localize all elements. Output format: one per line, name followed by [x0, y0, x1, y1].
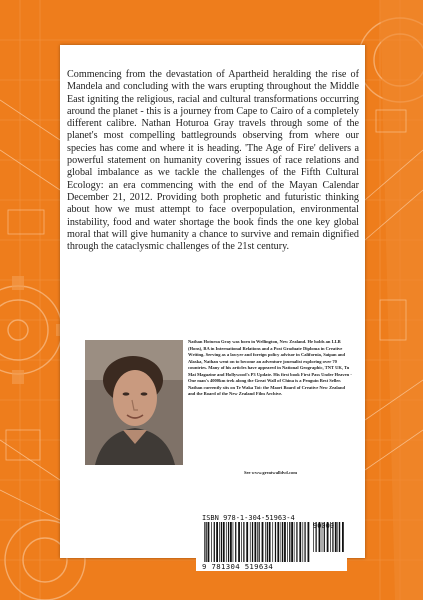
barcode-bar [243, 522, 244, 562]
barcode-bar [254, 522, 256, 562]
price-addon-digits: 90000 [313, 522, 335, 530]
barcode-bar [230, 522, 232, 562]
barcode-bar [299, 522, 301, 562]
barcode-bar [221, 522, 222, 562]
barcode-bar [228, 522, 229, 562]
author-website: See www.greatwalldvd.com [243, 470, 298, 475]
barcode-bar [262, 522, 264, 562]
isbn-number: ISBN 978-1-304-51963-4 [202, 514, 295, 522]
barcode-bar [339, 522, 340, 552]
barcode-bar [241, 522, 242, 562]
barcode-bar [204, 522, 205, 562]
barcode-bar [308, 522, 310, 562]
barcode-bar [277, 522, 279, 562]
barcode-bar [246, 522, 248, 562]
author-bio: Nathan Hoturoa Gray was born in Wellington, New Zealand. He holds an LLB (Hons), BA in International Relations and a Post Graduate Diploma in Creative Writing. Serving as a lawyer and foreign policy advisor in California, Saipan and Alaska, Nathan went on to become an adventure journalist exploring over 70 countries. Many of his articles have appeared in National Geographic, TNT UK, Tu Mai Magazine and Hollywood's P3 Update. His first book First Pass Under Heaven - One man's 4000km trek along the Great Wall of China is a Penguin Best Seller. Nathan currently sits on Te Waka Toi: the Maori Board of Creative New Zealand and the Board of the New Zealand Film Archive. [188, 339, 352, 397]
barcode-bar [252, 522, 253, 562]
barcode-bar [235, 522, 236, 562]
barcode-bar [250, 522, 251, 562]
text-panel [60, 45, 365, 558]
barcode-bar [233, 522, 234, 562]
isbn-barcode [196, 511, 347, 571]
barcode-bar [219, 522, 220, 562]
barcode-bar [287, 522, 288, 562]
barcode-bar [259, 522, 260, 562]
barcode-bar [238, 522, 240, 562]
barcode-bar [282, 522, 283, 562]
barcode-bar [267, 522, 268, 562]
barcode-bar [206, 522, 207, 562]
barcode-bar [272, 522, 273, 562]
barcode-bar [265, 522, 266, 562]
barcode-bar [216, 522, 218, 562]
barcode-bar [223, 522, 225, 562]
book-blurb: Commencing from the devastation of Apartheid heralding the rise of Mandela and concluding with the wars erupting throughout the Middle East igniting the religious, racial and cultural transformations occurring around the planet - this is a journey from Cape to Cairo of a completely different calibre. Nathan Hoturoa Gray travels through some of the planet's most compelling battlegrounds observing from where our species has come and where it is heading. 'The Age of Fire' delivers a powerful statement on humanity covering issues of race relations and global imbalance as we tackle the challenges of the Fifth Cultural Ecology: an era commencing with the end of the Mayan Calendar December 21, 2012. Providing both prophetic and futuristic thinking about how we must attempt to face overpopulation, environmental instability, food and water shortage the book finds the one key global moral that will give humanity a chance to survive and remain dignified through the cataclysmic challenges of the 21st century. [67, 69, 359, 253]
barcode-bar [284, 522, 286, 562]
barcode-bar [294, 522, 295, 562]
barcode-bar [289, 522, 290, 562]
barcode-bar [226, 522, 227, 562]
barcode-bar [337, 522, 338, 552]
barcode-bar [275, 522, 276, 562]
barcode-bar [335, 522, 337, 552]
barcode-bar [269, 522, 271, 562]
barcode-bar [214, 522, 215, 562]
barcode-bar [291, 522, 293, 562]
barcode-bar [281, 522, 282, 562]
ean-digits: 9 781304 519634 [202, 562, 274, 571]
barcode-bar [296, 522, 297, 562]
author-photo [85, 340, 183, 465]
barcode-bar [257, 522, 258, 562]
barcode-bar [211, 522, 212, 562]
barcode-bar [342, 522, 344, 552]
barcode-bar [304, 522, 305, 562]
barcode-bar [208, 522, 210, 562]
barcode-bar [302, 522, 303, 562]
